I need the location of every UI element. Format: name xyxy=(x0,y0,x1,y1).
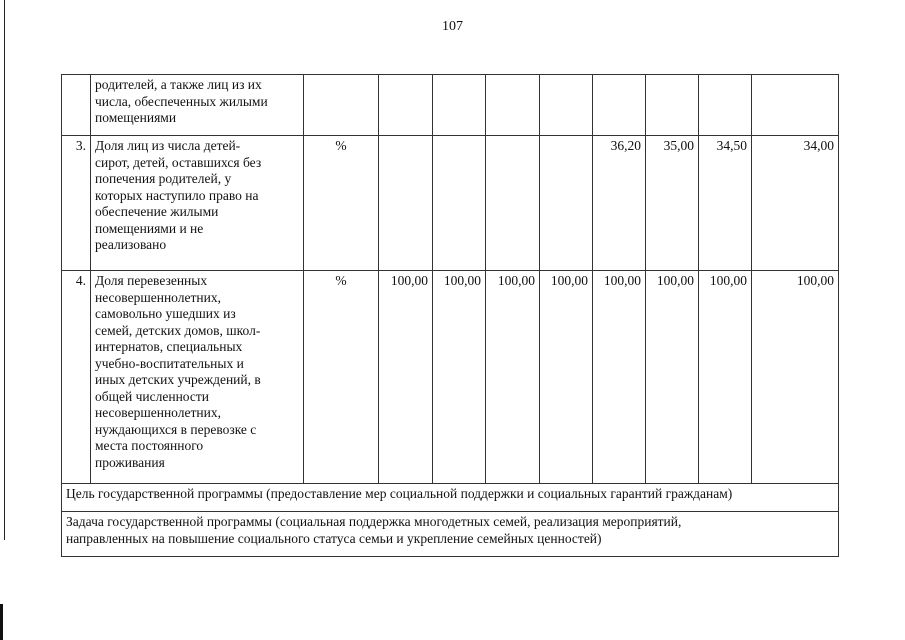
indicator-name-line: нуждающихся в перевозке с xyxy=(95,421,257,437)
value-cell: 100,00 xyxy=(646,271,699,484)
indicator-name-line: учебно-воспитательных и xyxy=(95,355,244,371)
indicator-name-line: помещениями и не xyxy=(95,220,204,236)
value-cell: 100,00 xyxy=(540,271,593,484)
value-cell: 100,00 xyxy=(752,271,839,484)
indicator-name-line: места постоянного xyxy=(95,438,204,453)
left-margin-rule xyxy=(4,0,5,540)
value-cell: 100,00 xyxy=(593,271,646,484)
value-cell xyxy=(699,75,752,136)
value-cell: 100,00 xyxy=(433,271,486,484)
table-row xyxy=(62,271,839,484)
indicator-name-line: проживания xyxy=(95,454,165,470)
indicators-table xyxy=(61,74,839,557)
value-cell xyxy=(486,75,540,136)
goal-row xyxy=(62,484,839,512)
task-row xyxy=(62,512,839,557)
value-cell xyxy=(379,136,433,271)
page-number: 107 xyxy=(442,19,463,34)
value-cell xyxy=(752,75,839,136)
indicator-name-line: общей численности xyxy=(95,388,209,404)
table-row xyxy=(62,75,839,136)
unit-cell: % xyxy=(304,271,379,484)
indicator-name-line: несовершеннолетних, xyxy=(95,289,221,305)
indicator-name xyxy=(91,136,304,271)
value-cell xyxy=(379,75,433,136)
indicator-name-line: семей, детских домов, школ- xyxy=(95,322,261,338)
indicator-name-line: помещениями xyxy=(95,110,177,125)
value-cell: 34,00 xyxy=(752,136,839,271)
value-cell xyxy=(540,75,593,136)
value-cell: 100,00 xyxy=(379,271,433,484)
indicator-name xyxy=(91,271,304,484)
indicator-name xyxy=(91,75,304,136)
value-cell: 100,00 xyxy=(699,271,752,484)
program-task-line: направленных на повышение социального статуса семьи и укрепление семейных ценностей) xyxy=(66,530,602,546)
row-number: 4. xyxy=(62,271,91,484)
value-cell: 100,00 xyxy=(486,271,540,484)
indicator-name-line: реализовано xyxy=(95,237,167,252)
unit-cell xyxy=(304,75,379,136)
value-cell: 35,00 xyxy=(646,136,699,271)
indicator-name-line: попечения родителей, у xyxy=(95,171,232,186)
indicator-name-line: Доля лиц из числа детей- xyxy=(95,138,241,153)
program-task-text xyxy=(62,512,839,557)
table-row xyxy=(62,136,839,271)
indicator-name-line: родителей, а также лиц из их xyxy=(95,77,262,92)
indicator-name-line: несовершеннолетних, xyxy=(95,405,221,420)
indicator-name-line: иных детских учреждений, в xyxy=(95,372,261,387)
indicator-name-line: сирот, детей, оставшихся без xyxy=(95,154,262,170)
value-cell: 34,50 xyxy=(699,136,752,271)
value-cell xyxy=(433,75,486,136)
indicator-name-line: которых наступило право на xyxy=(95,187,259,203)
value-cell xyxy=(593,75,646,136)
indicator-name-line: интернатов, специальных xyxy=(95,339,243,354)
program-goal-text: Цель государственной программы (предоставление мер социальной поддержки и социальных гарантий гражданам) xyxy=(62,484,839,512)
left-margin-mark xyxy=(0,604,3,640)
indicator-name-line: числа, обеспеченных жилыми xyxy=(95,93,268,109)
row-number xyxy=(62,75,91,136)
value-cell: 36,20 xyxy=(593,136,646,271)
value-cell xyxy=(486,136,540,271)
value-cell xyxy=(646,75,699,136)
indicator-name-line: Доля перевезенных xyxy=(95,273,208,288)
indicator-name-line: самовольно ушедших из xyxy=(95,306,236,321)
program-task-line: Задача государственной программы (социальная поддержка многодетных семей, реализация мероприятий, xyxy=(66,514,682,529)
unit-cell: % xyxy=(304,136,379,271)
indicator-name-line: обеспечение жилыми xyxy=(95,204,219,219)
value-cell xyxy=(433,136,486,271)
row-number: 3. xyxy=(62,136,91,271)
value-cell xyxy=(540,136,593,271)
